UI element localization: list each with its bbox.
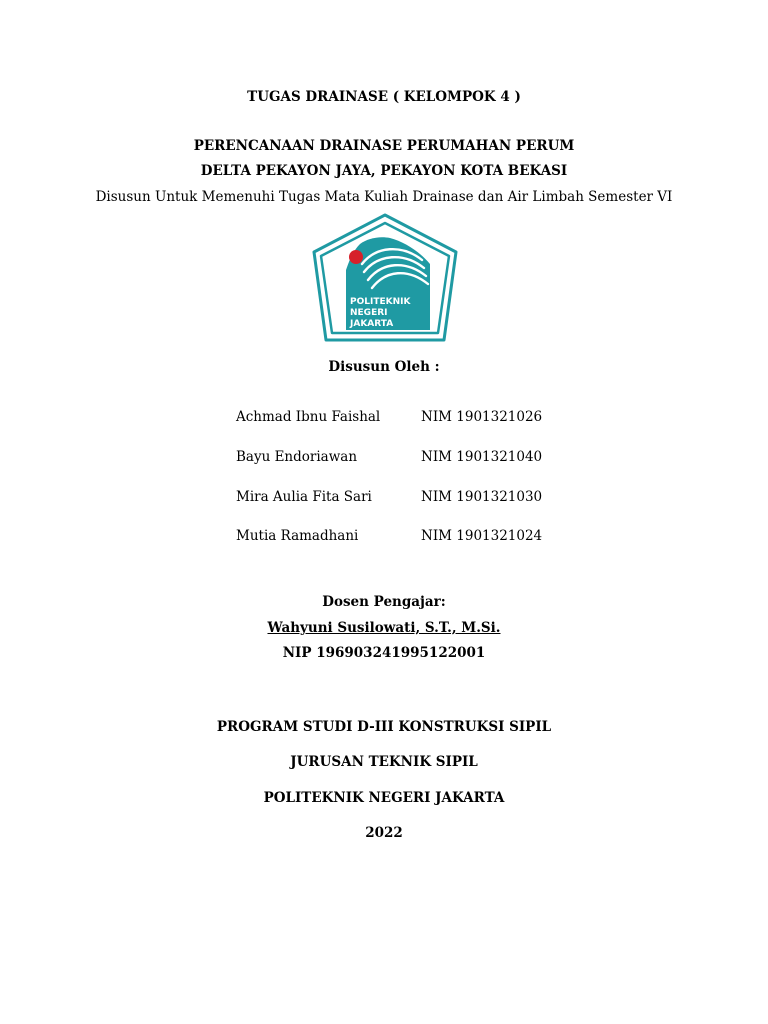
- logo-text-line-3: JAKARTA: [350, 319, 394, 329]
- lecturer-label: Dosen Pengajar:: [322, 594, 446, 610]
- red-dot-icon: [349, 250, 363, 264]
- project-title-line-1: PERENCANAAN DRAINASE PERUMAHAN PERUM: [193, 138, 575, 154]
- member-name: Achmad Ibnu Faishal: [236, 409, 381, 425]
- year: 2022: [365, 825, 403, 841]
- member-name: Mira Aulia Fita Sari: [236, 489, 372, 505]
- institution: POLITEKNIK NEGERI JAKARTA: [263, 790, 505, 806]
- member-nim: NIM 1901321026: [421, 409, 543, 425]
- lecturer-nip: NIP 196903241995122001: [282, 645, 486, 661]
- project-title-line-2: DELTA PEKAYON JAYA, PEKAYON KOTA BEKASI: [200, 163, 568, 179]
- member-nim: NIM 1901321040: [421, 449, 543, 465]
- member-nim: NIM 1901321024: [421, 528, 543, 544]
- logo-text-line-1: POLITEKNIK: [350, 297, 411, 307]
- lecturer-name: Wahyuni Susilowati, S.T., M.Si.: [267, 620, 501, 636]
- member-nim: NIM 1901321030: [421, 489, 543, 505]
- logo-text-line-2: NEGERI: [350, 308, 388, 318]
- department: JURUSAN TEKNIK SIPIL: [290, 754, 478, 770]
- purpose-statement: Disusun Untuk Memenuhi Tugas Mata Kuliah Drainase dan Air Limbah Semester VI: [95, 189, 673, 205]
- study-program: PROGRAM STUDI D-III KONSTRUKSI SIPIL: [216, 719, 552, 735]
- member-name: Mutia Ramadhani: [236, 528, 359, 544]
- authors-label: Disusun Oleh :: [328, 359, 440, 375]
- assignment-title: TUGAS DRAINASE ( KELOMPOK 4 ): [247, 89, 521, 105]
- member-name: Bayu Endoriawan: [236, 449, 358, 465]
- pnj-logo: [310, 212, 460, 346]
